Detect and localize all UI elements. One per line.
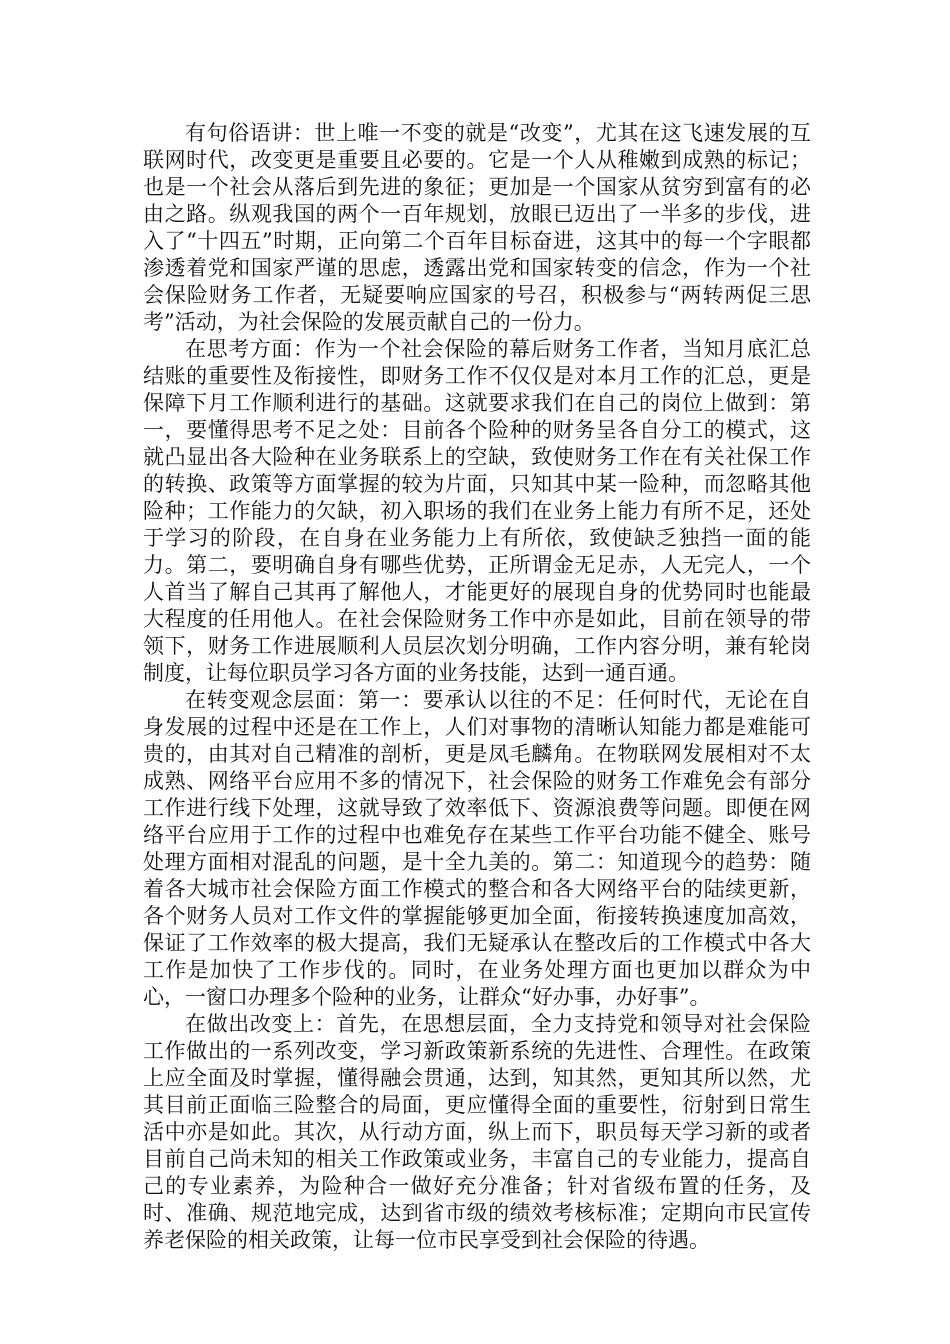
document-page — [143, 120, 811, 1254]
paragraph-making-changes: 在做出改变上：首先，在思想层面，全力支持党和领导对社会保险工作做出的一系列改变，学习新政策新系统的先进性、合理性。在政策上应全面及时掌握，懂得融会贯通，达到，知其然，更知其所以然，尤其目前正面临三险整合的局面，更应懂得全面的重要性，衍射到日常生活中亦是如此。其次，从行动方面，纵上而下，职员每天学习新的或者目前自己尚未知的相关工作政策或业务，丰富自己的专业能力，提高自己的专业素养，为险种合一做好充分准备；针对省级布置的任务，及时、准确、规范地完成，达到省市级的绩效考核标准；定期向市民宣传养老保险的相关政策，让每一位市民享受到社会保险的待遇。 — [143, 1012, 811, 1252]
paragraph-intro: 有句俗语讲：世上唯一不变的就是“改变”，尤其在这飞速发展的互联网时代，改变更是重要且必要的。它是一个人从稚嫩到成熟的标记；也是一个社会从落后到先进的象征；更加是一个国家从贫穷到富有的必由之路。纵观我国的两个一百年规划，放眼已迈出了一半多的步伐，进入了“十四五”时期，正向第二个百年目标奋进，这其中的每一个字眼都渗透着党和国家严谨的思虑，透露出党和国家转变的信念，作为一个社会保险财务工作者，无疑要响应国家的号召，积极参与“两转两促三思考”活动，为社会保险的发展贡献自己的一份力。 — [143, 121, 811, 334]
paragraph-thinking: 在思考方面：作为一个社会保险的幕后财务工作者，当知月底汇总结账的重要性及衔接性，即财务工作不仅仅是对本月工作的汇总，更是保障下月工作顺利进行的基础。这就要求我们在自己的岗位上做到：第一，要懂得思考不足之处：目前各个险种的财务呈各自分工的模式，这就凸显出各大险种在业务联系上的空缺，致使财务工作在有关社保工作的转换、政策等方面掌握的较为片面，只知其中某一险种，而忽略其他险种；工作能力的欠缺，初入职场的我们在业务上能力有所不足，还处于学习的阶段，在自身在业务能力上有所依，致使缺乏独挡一面的能力。第二，要明确自身有哪些优势，正所谓金无足赤，人无完人，一个人首当了解自己其再了解他人，才能更好的展现自身的优势同时也能最大程度的任用他人。在社会保险财务工作中亦是如此，目前在领导的带领下，财务工作进展顺利人员层次划分明确，工作内容分明，兼有轮岗制度，让每位职员学习各方面的业务技能，达到一通百通。 — [143, 337, 811, 685]
paragraph-changing-concepts: 在转变观念层面：第一：要承认以往的不足：任何时代，无论在自身发展的过程中还是在工作上，人们对事物的清晰认知能力都是难能可贵的，由其对自己精准的剖析，更是凤毛麟角。在物联网发展相对不太成熟、网络平台应用不多的情况下，社会保险的财务工作难免会有部分工作进行线下处理，这就导致了效率低下、资源浪费等问题。即便在网络平台应用于工作的过程中也难免存在某些工作平台功能不健全、账号处理方面相对混乱的问题，是十全九美的。第二：知道现今的趋势：随着各大城市社会保险方面工作模式的整合和各大网络平台的陆续更新，各个财务人员对工作文件的掌握能够更加全面，衔接转换速度加高效，保证了工作效率的极大提高，我们无疑承认在整改后的工作模式中各大工作是加快了工作步伐的。同时，在业务处理方面也更加以群众为中心，一窗口办理多个险种的业务，让群众“好办事，办好事”。 — [143, 688, 811, 1009]
